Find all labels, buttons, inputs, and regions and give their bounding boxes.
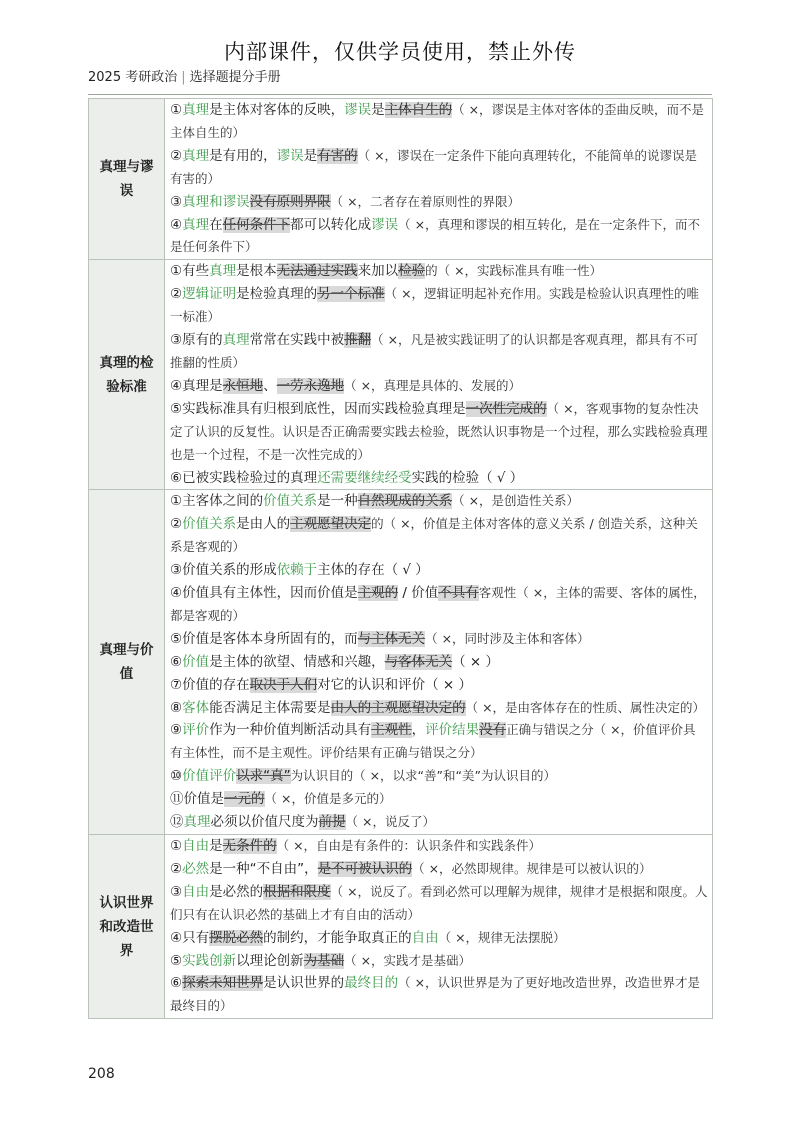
text-segment: ①主客体之间的 bbox=[170, 493, 264, 510]
key-term: 谬误 bbox=[276, 147, 304, 164]
text-segment: ④只有 bbox=[170, 929, 210, 946]
struck-error-phrase: 取决于人们 bbox=[249, 676, 318, 693]
correction-note: （ ×，认识世界是为了更好地改造世界，改造世界才是最终目的） bbox=[170, 975, 701, 1014]
topic-line: 界 bbox=[119, 942, 134, 959]
statement-item bbox=[170, 950, 708, 973]
key-term: 价值评价 bbox=[182, 768, 237, 785]
topic-line: 验标准 bbox=[106, 378, 147, 395]
correction-note: （ ×，凡是被实践证明了的认识都是客观真理，都具有不可推翻的性质） bbox=[170, 332, 699, 370]
struck-error-phrase: 是不可被认识的 bbox=[317, 860, 413, 877]
text-segment: 对它的认识和评价（ × ） bbox=[317, 676, 473, 693]
statement-item bbox=[170, 628, 708, 651]
key-term: 真理 bbox=[209, 263, 237, 280]
struck-error-phrase: 没有原则界限 bbox=[249, 193, 331, 210]
key-term: 自由 bbox=[182, 883, 210, 900]
statement-item bbox=[170, 582, 708, 628]
summary-table bbox=[88, 98, 713, 1019]
key-term: 真理 bbox=[222, 332, 250, 349]
struck-error-phrase: 一元的 bbox=[224, 791, 265, 808]
key-term: 真理和谬误 bbox=[182, 193, 250, 210]
correction-note: （ ×，客观事物的复杂性决定了认识的反复性。认识是否正确需要实践去检验，既然认识事物是一个过程，那么实践检验真理也是一个过程，不是一次性完成的） bbox=[170, 400, 708, 462]
statement-item bbox=[170, 467, 708, 490]
text-segment: 是一种 bbox=[317, 493, 358, 510]
correction-note: （ ×，规律无法摆脱） bbox=[438, 929, 566, 945]
struck-error-phrase: 为基础 bbox=[303, 952, 345, 969]
statement-item bbox=[170, 674, 708, 697]
text-segment: ⑤价值是客体本身所固有的，而 bbox=[170, 630, 358, 647]
correction-note: （ ×，谬误是主体对客体的歪曲反映，而不是主体自生的） bbox=[170, 102, 705, 140]
struck-error-phrase: 无法通过实践 bbox=[276, 263, 358, 280]
text-segment: 来加以 bbox=[357, 263, 399, 280]
key-term: 自由 bbox=[411, 929, 439, 946]
text-segment: 是由人的 bbox=[236, 516, 291, 533]
topic-line: 和改造世 bbox=[99, 918, 154, 935]
statement-item bbox=[170, 214, 708, 260]
key-term: 实践创新 bbox=[182, 952, 237, 969]
correction-note: （ ×，真理是具体的、发展的） bbox=[344, 377, 522, 393]
correction-note: （ ×，必然即规律。规律是可以被认识的） bbox=[412, 860, 652, 876]
struck-error-phrase: 与客体无关 bbox=[384, 653, 453, 670]
text-segment: 是根本 bbox=[236, 263, 277, 280]
struck-error-phrase: 主体自生的 bbox=[384, 102, 453, 118]
text-segment: ③价值关系的形成 bbox=[170, 562, 277, 579]
struck-error-phrase: 没有 bbox=[479, 722, 507, 739]
text-segment: ② bbox=[170, 860, 183, 877]
text-segment: 以理论创新 bbox=[236, 952, 304, 969]
section-topic bbox=[89, 490, 165, 835]
correction-note: （ ×，同时涉及主体和客体） bbox=[425, 630, 590, 646]
text-segment: 是主体的欲望、情感和兴趣， bbox=[209, 653, 385, 670]
topic-line: 真理与谬误 bbox=[99, 159, 154, 200]
text-segment: ① bbox=[170, 838, 183, 854]
correction-note: 客观性（ ×，主体的需要、客体的属性，都是客观的） bbox=[170, 585, 706, 623]
text-segment: ⑨ bbox=[170, 722, 183, 739]
key-term: 价值 bbox=[182, 653, 210, 670]
text-segment: 在 bbox=[209, 216, 223, 233]
text-segment: ④价值具有主体性，因而价值是 bbox=[170, 585, 358, 602]
running-head bbox=[88, 66, 281, 85]
key-term: 必然 bbox=[182, 860, 210, 877]
section-row bbox=[89, 260, 713, 490]
struck-error-phrase: 不具有 bbox=[438, 585, 479, 602]
key-term: 自由 bbox=[182, 838, 210, 854]
statement-item bbox=[170, 398, 708, 467]
key-term: 客体 bbox=[182, 699, 210, 716]
topic-line: 认识世界 bbox=[99, 894, 154, 911]
section-items bbox=[165, 99, 713, 260]
text-segment: ， bbox=[411, 722, 426, 739]
struck-error-phrase: 由人的主观愿望决定的 bbox=[330, 699, 466, 716]
key-term: 评价 bbox=[182, 722, 210, 739]
key-term: 真理 bbox=[182, 216, 210, 233]
correction-note: （ ×，说反了） bbox=[345, 814, 435, 830]
text-segment: ④真理是 bbox=[170, 377, 223, 394]
text-segment: 是主体对客体的反映， bbox=[209, 102, 345, 118]
key-term: 还需要继续经受 bbox=[317, 469, 412, 486]
key-term: 评价结果 bbox=[425, 722, 480, 739]
page-number: 208 bbox=[88, 1066, 115, 1082]
statement-item bbox=[170, 765, 708, 788]
correction-note: 的（ ×，价值是主体对客体的意义关系 / 创造关系，这种关系是客观的） bbox=[170, 516, 698, 555]
correction-note: （ ×，自由是有条件的：认识条件和实践条件） bbox=[276, 838, 542, 853]
correction-note: 的（ ×，实践标准具有唯一性） bbox=[425, 263, 603, 279]
section-topic bbox=[89, 99, 165, 260]
section-items bbox=[165, 835, 713, 1019]
text-segment: 是认识世界的 bbox=[263, 975, 345, 992]
struck-error-phrase: 一劳永逸地 bbox=[276, 377, 345, 394]
struck-error-phrase: 前提 bbox=[318, 814, 346, 831]
text-segment: 是 bbox=[303, 147, 318, 164]
section-items bbox=[165, 260, 713, 490]
text-segment: 是必然的 bbox=[209, 883, 264, 900]
struck-error-phrase: 根据和限度 bbox=[263, 883, 331, 900]
statement-item bbox=[170, 490, 708, 513]
statement-item bbox=[170, 719, 708, 765]
text-segment: ⑤实践标准具有归根到底性，因而实践检验真理是 bbox=[170, 400, 466, 417]
text-segment: 、 bbox=[263, 377, 277, 394]
title-separator: | bbox=[181, 70, 186, 85]
text-segment: 作为一种价值判断活动具有 bbox=[209, 722, 372, 739]
text-segment: 是检验真理的 bbox=[236, 286, 318, 303]
key-term: 真理 bbox=[182, 102, 210, 118]
key-term: 谬误 bbox=[344, 102, 372, 118]
text-segment: 实践的检验（ √ ） bbox=[411, 469, 524, 486]
book-subtitle: 选择题提分手册 bbox=[189, 70, 281, 85]
text-segment: 是 bbox=[371, 102, 385, 118]
text-segment: ② bbox=[170, 286, 183, 303]
key-term: 依赖于 bbox=[276, 562, 318, 579]
correction-note: （ ×，实践才是基础） bbox=[344, 952, 472, 968]
struck-error-phrase: 推翻 bbox=[344, 332, 372, 349]
statement-item bbox=[170, 191, 708, 214]
text-segment: 是一种“不自由”， bbox=[209, 860, 318, 877]
correction-note: （ ×，说反了。看到必然可以理解为规律，规律才是根据和限度。人们只有在认识必然的基础上才有自由的活动） bbox=[170, 883, 708, 922]
section-topic bbox=[89, 260, 165, 490]
struck-error-phrase: 有害的 bbox=[317, 147, 358, 164]
book-title: 2025 考研政治 bbox=[88, 70, 178, 85]
text-segment: ⑩ bbox=[170, 768, 183, 785]
text-segment: ⑪价值是 bbox=[170, 791, 224, 808]
text-segment: 的制约，才能争取真正的 bbox=[263, 929, 412, 946]
text-segment: ⑥已被实践检验过的真理 bbox=[170, 469, 318, 486]
text-segment: ⑥ bbox=[170, 653, 183, 670]
struck-error-phrase: 主观愿望决定 bbox=[290, 516, 372, 533]
key-term: 真理 bbox=[183, 814, 211, 831]
statement-item bbox=[170, 559, 708, 582]
topic-line: 真理与价值 bbox=[99, 642, 154, 683]
statement-item bbox=[170, 788, 708, 811]
statement-item bbox=[170, 145, 708, 191]
copyright-banner: 内部课件，仅供学员使用，禁止外传 bbox=[224, 40, 576, 64]
struck-error-phrase: 自然现成的关系 bbox=[357, 493, 453, 510]
statement-item bbox=[170, 651, 708, 674]
key-term: 逻辑证明 bbox=[182, 286, 237, 303]
correction-note: （ ×，逻辑证明起补充作用。实践是检验认识真理性的唯一标准） bbox=[170, 286, 700, 325]
struck-error-phrase: 摆脱必然 bbox=[209, 929, 264, 946]
correction-note: （ ×，是由客体存在的性质、属性决定的） bbox=[465, 699, 706, 715]
section-row bbox=[89, 835, 713, 1019]
struck-error-phrase: 任何条件下 bbox=[222, 216, 291, 233]
section-row bbox=[89, 99, 713, 260]
struck-error-phrase: 无条件的 bbox=[222, 838, 277, 854]
statement-item bbox=[170, 375, 708, 398]
text-segment: ③ bbox=[170, 883, 183, 900]
correction-note: （ ×，谬误在一定条件下能向真理转化，不能简单的说谬误是有害的） bbox=[170, 147, 698, 186]
key-term: 价值关系 bbox=[263, 493, 318, 510]
struck-error-phrase: 主观的 bbox=[357, 585, 399, 602]
text-segment: ③原有的 bbox=[170, 332, 223, 349]
correction-note: （ ×，真理和谬误的相互转化，是在一定条件下，而不是任何条件下） bbox=[170, 216, 701, 255]
text-segment: （ × ） bbox=[452, 653, 500, 670]
section-row bbox=[89, 490, 713, 835]
text-segment: ③ bbox=[170, 193, 183, 210]
text-segment: ⑧ bbox=[170, 699, 183, 716]
struck-error-phrase: 另一个标准 bbox=[317, 286, 385, 303]
statement-item bbox=[170, 329, 708, 375]
statement-item bbox=[170, 99, 708, 145]
struck-error-phrase: 一次性完成的 bbox=[465, 400, 547, 417]
key-term: 谬误 bbox=[371, 216, 399, 233]
correction-note: （ ×，价值是多元的） bbox=[264, 791, 392, 807]
struck-error-phrase: 与主体无关 bbox=[357, 630, 426, 647]
correction-note: 为认识目的（ ×，以求“善”和“美”为认识目的） bbox=[290, 768, 556, 784]
correction-note: （ ×，二者存在着原则性的界限） bbox=[330, 193, 521, 209]
topic-line: 真理的检 bbox=[99, 354, 154, 371]
key-term: 真理 bbox=[182, 147, 210, 164]
text-segment: 是有用的， bbox=[209, 147, 277, 164]
statement-item bbox=[170, 972, 708, 1018]
text-segment: ①有些 bbox=[170, 263, 210, 280]
text-segment: ⑤ bbox=[170, 952, 183, 969]
struck-error-phrase: 探索未知世界 bbox=[182, 975, 264, 992]
correction-note: 正确与错误之分（ ×，价值评价具有主体性，而不是主观性。评价结果有正确与错误之分） bbox=[170, 722, 696, 761]
key-term: 最终目的 bbox=[344, 975, 399, 992]
summary-table-body bbox=[89, 99, 713, 1019]
section-items bbox=[165, 490, 713, 835]
text-segment: / 价值 bbox=[398, 585, 439, 602]
text-segment: ② bbox=[170, 147, 183, 164]
statement-item bbox=[170, 697, 708, 720]
struck-error-phrase: 主观性 bbox=[371, 722, 412, 739]
text-segment: ⑦价值的存在 bbox=[170, 676, 250, 693]
statement-item bbox=[170, 513, 708, 559]
statement-item bbox=[170, 811, 708, 834]
text-segment: 必须以价值尺度为 bbox=[210, 814, 319, 831]
text-segment: ⑫ bbox=[170, 814, 184, 831]
text-segment: 都可以转化成 bbox=[290, 216, 372, 233]
statement-item bbox=[170, 927, 708, 950]
struck-error-phrase: 永恒地 bbox=[222, 377, 264, 394]
key-term: 价值关系 bbox=[182, 516, 237, 533]
statement-item bbox=[170, 260, 708, 283]
text-segment: 是 bbox=[209, 838, 223, 854]
text-segment: 能否满足主体需要是 bbox=[209, 699, 331, 716]
statement-item bbox=[170, 283, 708, 329]
section-topic bbox=[89, 835, 165, 1019]
header-rule bbox=[88, 94, 712, 95]
statement-item bbox=[170, 835, 708, 858]
text-segment: ⑥ bbox=[170, 975, 183, 992]
correction-note: （ ×，是创造性关系） bbox=[452, 493, 580, 509]
text-segment: 常常在实践中被 bbox=[249, 332, 345, 349]
struck-error-phrase: 检验 bbox=[398, 263, 426, 280]
text-segment: ① bbox=[170, 102, 183, 118]
text-segment: ② bbox=[170, 516, 183, 533]
text-segment: 主体的存在（ √ ） bbox=[317, 562, 429, 579]
statement-item bbox=[170, 858, 708, 881]
struck-error-phrase: 以求“真” bbox=[236, 768, 291, 785]
statement-item bbox=[170, 881, 708, 927]
text-segment: ④ bbox=[170, 216, 183, 233]
